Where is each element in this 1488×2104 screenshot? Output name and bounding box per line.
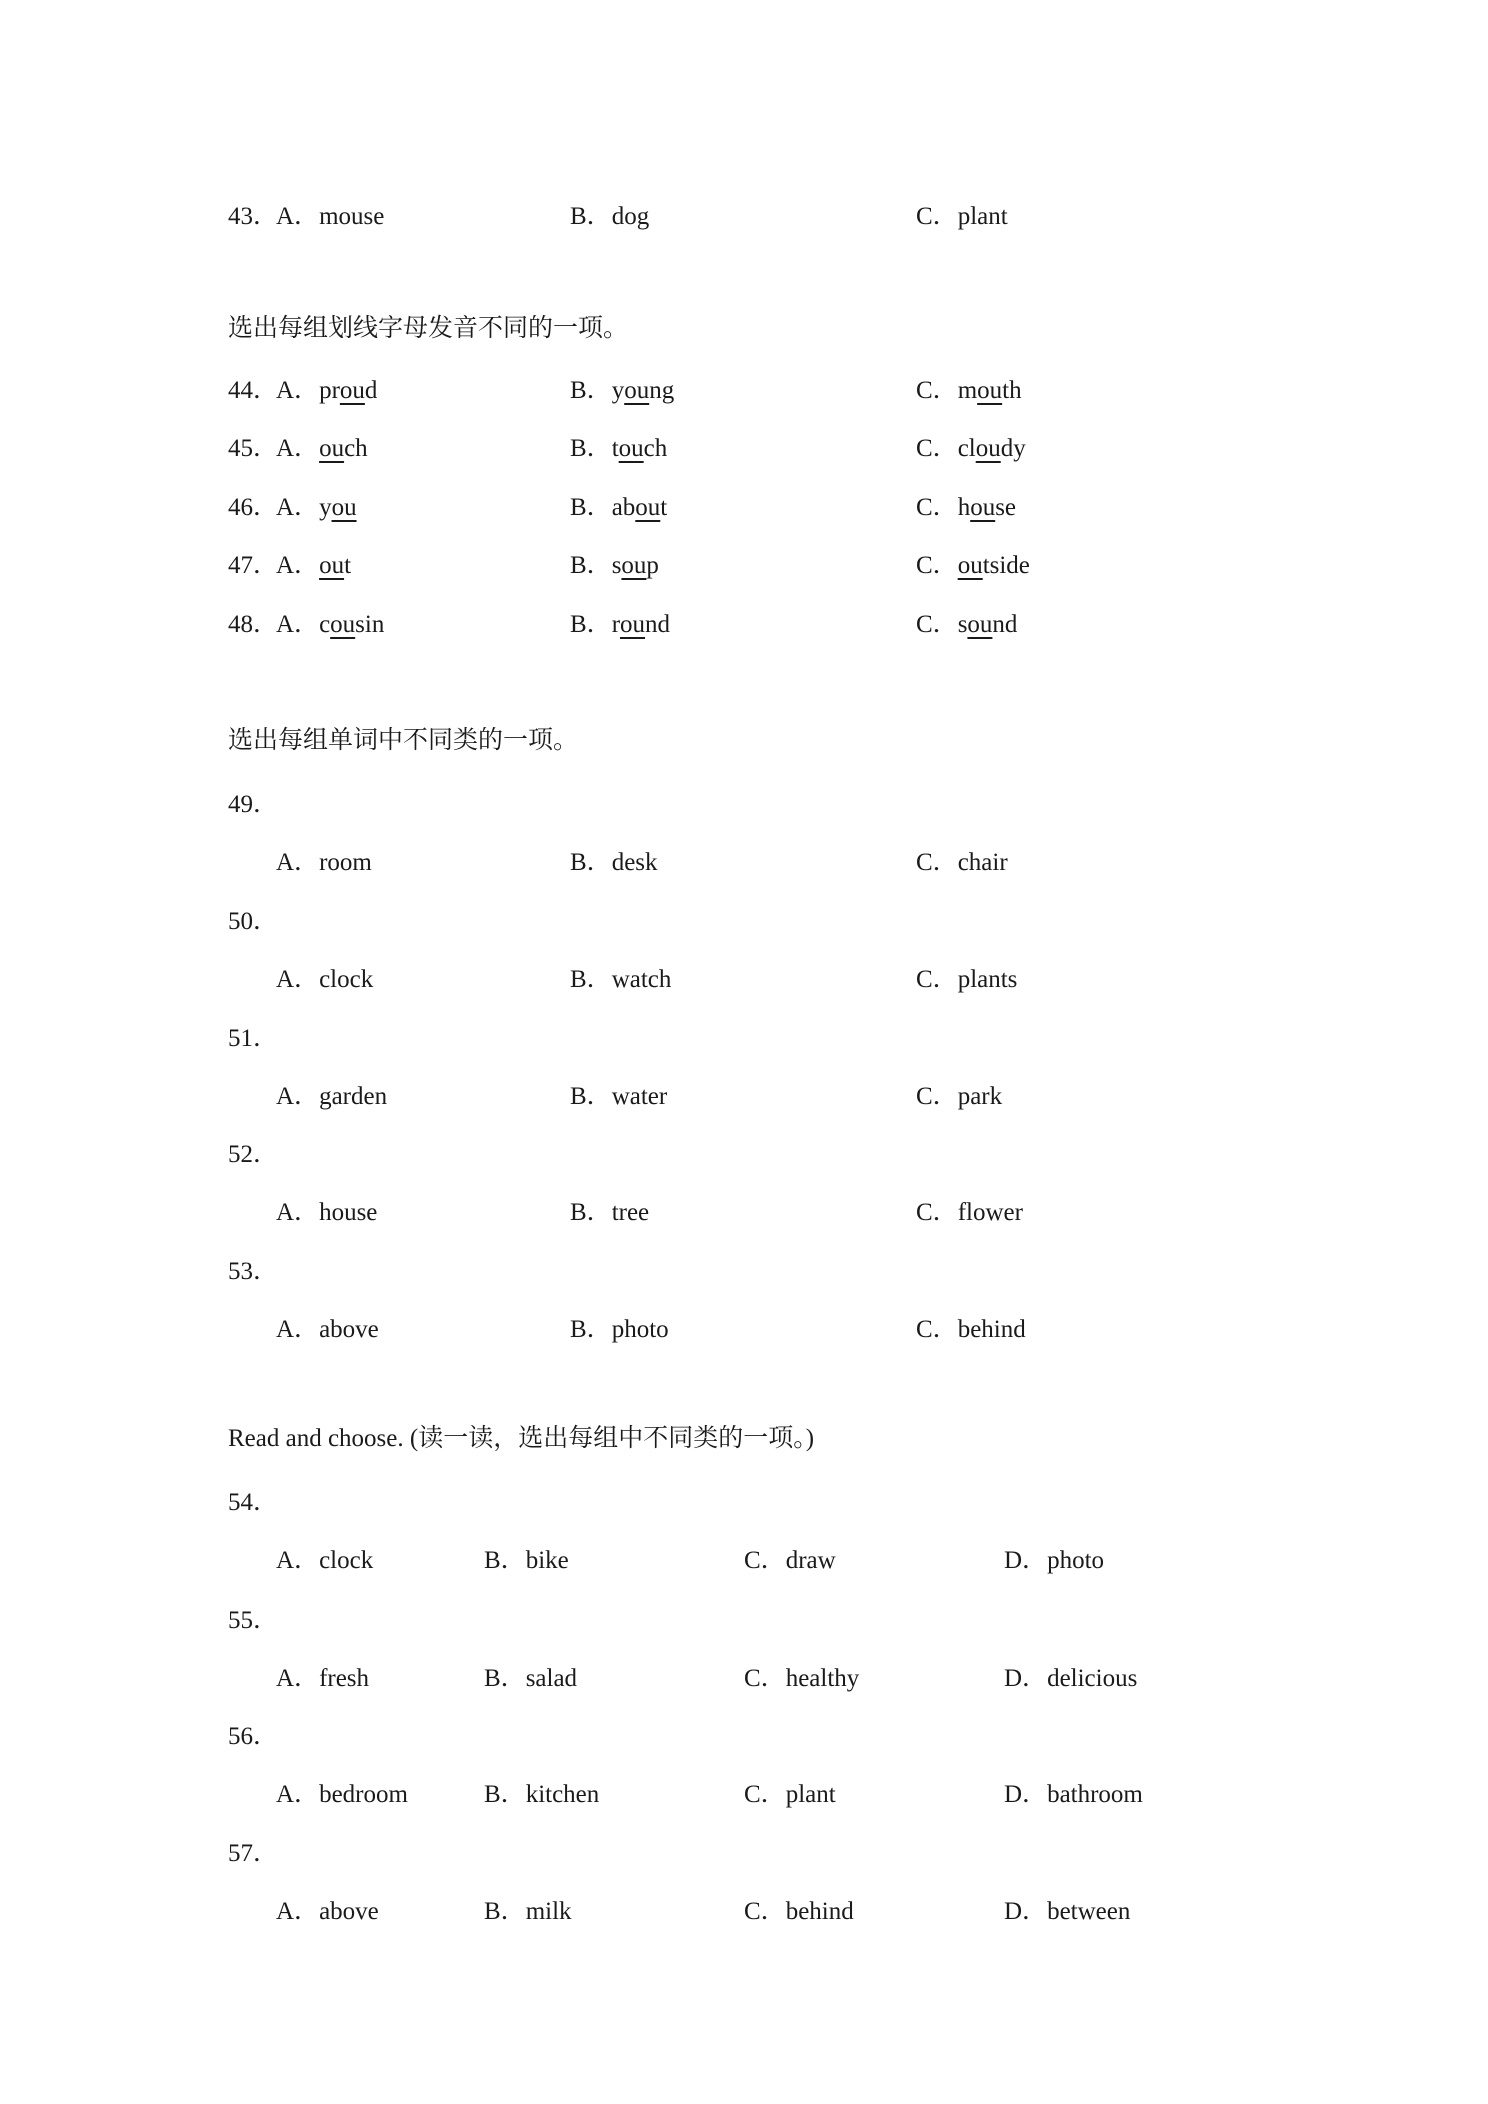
question-row xyxy=(0,1482,1488,1522)
question-number: 49． xyxy=(228,791,279,818)
option-word-rest: nd xyxy=(992,611,1018,638)
option-word: bike xyxy=(525,1547,569,1574)
option-word-rest: d xyxy=(364,377,378,404)
option-letter: C． xyxy=(916,494,958,521)
option-word: milk xyxy=(525,1898,572,1925)
answer-option xyxy=(276,1891,379,1927)
option-word-rest: dy xyxy=(1000,435,1026,462)
underlined-letters: ou xyxy=(975,435,1001,462)
option-word-rest: tside xyxy=(982,552,1030,579)
option-letter: B． xyxy=(570,966,612,993)
answer-option xyxy=(916,487,1016,523)
answer-option xyxy=(276,1076,387,1112)
question-row xyxy=(0,1600,1488,1640)
option-word: m xyxy=(957,377,978,404)
option-word-rest: ng xyxy=(649,377,675,404)
option-word: room xyxy=(319,849,372,876)
answer-option xyxy=(1004,1891,1130,1927)
question-number: 50． xyxy=(228,908,279,935)
answer-option xyxy=(1004,1658,1137,1694)
option-word: above xyxy=(319,1898,379,1925)
option-letter: C． xyxy=(916,611,958,638)
answer-option xyxy=(276,604,384,640)
question-number: 43． xyxy=(228,203,279,230)
underlined-letters: ou xyxy=(620,611,646,638)
option-word-rest: p xyxy=(646,552,659,579)
answer-option xyxy=(570,428,667,464)
option-letter: B． xyxy=(570,494,612,521)
answer-option xyxy=(276,1309,379,1345)
option-word: h xyxy=(957,494,971,521)
option-letter: C． xyxy=(916,849,958,876)
option-word: clock xyxy=(319,1547,374,1574)
option-word: salad xyxy=(525,1665,578,1692)
option-letter: B． xyxy=(570,552,612,579)
underlined-letters: ou xyxy=(330,611,356,638)
answer-option xyxy=(484,1540,569,1576)
option-letter: A． xyxy=(276,1083,320,1110)
option-word: c xyxy=(319,611,331,638)
answer-option xyxy=(276,1192,377,1228)
answer-option xyxy=(916,1076,1002,1112)
option-letter: B． xyxy=(570,849,612,876)
answer-option xyxy=(570,604,670,640)
option-letter: C． xyxy=(916,966,958,993)
question-row xyxy=(0,1134,1488,1174)
section-instruction xyxy=(0,308,1488,348)
option-word: photo xyxy=(1047,1547,1105,1574)
option-word-rest: t xyxy=(660,494,668,521)
option-word-rest: se xyxy=(995,494,1017,521)
answer-option xyxy=(276,842,372,878)
option-letter: A． xyxy=(276,1781,320,1808)
question-number: 52． xyxy=(228,1141,279,1168)
option-word: fresh xyxy=(319,1665,370,1692)
question-row xyxy=(0,428,1488,468)
option-word: draw xyxy=(785,1547,836,1574)
question-number: 44． xyxy=(228,377,279,404)
underlined-letters: ou xyxy=(618,435,644,462)
option-word: r xyxy=(611,611,621,638)
answer-option xyxy=(276,1774,408,1810)
question-number: 48． xyxy=(228,611,279,638)
underlined-letters: ou xyxy=(977,377,1003,404)
option-word: pr xyxy=(319,377,340,404)
option-word: behind xyxy=(785,1898,854,1925)
option-word: mouse xyxy=(319,203,385,230)
option-letter: B． xyxy=(570,1083,612,1110)
option-word: above xyxy=(319,1316,379,1343)
option-letter: A． xyxy=(276,849,320,876)
option-word-rest: ch xyxy=(344,435,368,462)
answer-option xyxy=(276,959,373,995)
answer-option xyxy=(484,1774,599,1810)
underlined-letters: ou xyxy=(970,494,996,521)
option-letter: A． xyxy=(276,611,320,638)
option-word-rest: t xyxy=(344,552,352,579)
option-letter: A． xyxy=(276,1316,320,1343)
question-number: 57． xyxy=(228,1840,279,1867)
option-letter: D． xyxy=(1004,1781,1048,1808)
answer-option xyxy=(916,1192,1023,1228)
answer-option xyxy=(276,1658,369,1694)
options-row xyxy=(0,1891,1488,1931)
option-word-rest: sin xyxy=(355,611,385,638)
option-letter: B． xyxy=(570,611,612,638)
option-word: ab xyxy=(611,494,636,521)
question-row xyxy=(0,1716,1488,1756)
option-letter: A． xyxy=(276,494,320,521)
option-letter: C． xyxy=(744,1898,786,1925)
option-word: y xyxy=(611,377,625,404)
option-word: park xyxy=(957,1083,1003,1110)
question-number: 51． xyxy=(228,1025,279,1052)
option-word: plant xyxy=(785,1781,836,1808)
option-letter: C． xyxy=(916,1199,958,1226)
option-word: y xyxy=(319,494,332,521)
answer-option xyxy=(570,959,671,995)
question-row xyxy=(0,784,1488,824)
answer-option xyxy=(276,487,357,523)
answer-option xyxy=(916,428,1026,464)
option-word: kitchen xyxy=(525,1781,600,1808)
option-letter: D． xyxy=(1004,1547,1048,1574)
options-row xyxy=(0,1774,1488,1814)
answer-option xyxy=(570,487,667,523)
option-letter: C． xyxy=(916,377,958,404)
option-word: watch xyxy=(611,966,672,993)
options-row xyxy=(0,1540,1488,1580)
answer-option xyxy=(916,370,1022,406)
option-word: plants xyxy=(957,966,1018,993)
answer-option xyxy=(1004,1540,1104,1576)
option-word: cl xyxy=(957,435,976,462)
underlined-letters: ou xyxy=(957,552,983,579)
option-word: bedroom xyxy=(319,1781,408,1808)
question-number: 55． xyxy=(228,1607,279,1634)
option-letter: B． xyxy=(570,377,612,404)
answer-option xyxy=(570,196,649,232)
answer-option xyxy=(570,370,674,406)
section-heading: Read and choose. (读一读，选出每组中不同类的一项。) xyxy=(228,1425,815,1452)
option-letter: D． xyxy=(1004,1665,1048,1692)
option-letter: C． xyxy=(744,1781,786,1808)
question-number: 54． xyxy=(228,1489,279,1516)
option-letter: C． xyxy=(916,1083,958,1110)
answer-option xyxy=(916,842,1008,878)
answer-option xyxy=(916,959,1017,995)
question-row xyxy=(0,196,1488,236)
option-letter: B． xyxy=(570,1316,612,1343)
option-letter: C． xyxy=(916,1316,958,1343)
question-number: 56． xyxy=(228,1723,279,1750)
answer-option xyxy=(484,1658,577,1694)
options-row xyxy=(0,959,1488,999)
answer-option xyxy=(570,842,658,878)
answer-option xyxy=(570,1192,649,1228)
question-number: 45． xyxy=(228,435,279,462)
option-word: clock xyxy=(319,966,374,993)
question-row xyxy=(0,604,1488,644)
section-instruction xyxy=(0,720,1488,760)
option-letter: A． xyxy=(276,552,320,579)
option-word: chair xyxy=(957,849,1008,876)
question-row xyxy=(0,370,1488,410)
question-number: 46． xyxy=(228,494,279,521)
answer-option xyxy=(916,1309,1026,1345)
question-row xyxy=(0,545,1488,585)
underlined-letters: ou xyxy=(319,552,345,579)
answer-option xyxy=(916,196,1008,232)
option-word: flower xyxy=(957,1199,1023,1226)
option-word: healthy xyxy=(785,1665,860,1692)
underlined-letters: ou xyxy=(635,494,661,521)
option-word: delicious xyxy=(1047,1665,1138,1692)
question-row xyxy=(0,1018,1488,1058)
options-row xyxy=(0,842,1488,882)
option-word: water xyxy=(611,1083,668,1110)
option-letter: A． xyxy=(276,1898,320,1925)
option-word: between xyxy=(1047,1898,1131,1925)
question-number: 47． xyxy=(228,552,279,579)
option-word: dog xyxy=(611,203,650,230)
option-letter: B． xyxy=(484,1898,526,1925)
answer-option xyxy=(570,1309,669,1345)
option-word: bathroom xyxy=(1047,1781,1143,1808)
question-row xyxy=(0,487,1488,527)
underlined-letters: ou xyxy=(331,494,357,521)
option-word: desk xyxy=(611,849,658,876)
underlined-letters: ou xyxy=(621,552,647,579)
answer-option xyxy=(916,604,1017,640)
answer-option xyxy=(276,1540,373,1576)
option-letter: C． xyxy=(744,1547,786,1574)
option-word-rest: th xyxy=(1002,377,1022,404)
option-letter: C． xyxy=(916,203,958,230)
answer-option xyxy=(276,545,351,581)
option-letter: C． xyxy=(916,435,958,462)
option-letter: A． xyxy=(276,966,320,993)
option-letter: B． xyxy=(570,1199,612,1226)
answer-option xyxy=(276,370,377,406)
option-letter: B． xyxy=(484,1665,526,1692)
option-letter: B． xyxy=(484,1547,526,1574)
option-word-rest: nd xyxy=(645,611,671,638)
option-word-rest: ch xyxy=(643,435,668,462)
question-row xyxy=(0,1833,1488,1873)
answer-option xyxy=(744,1658,859,1694)
option-word: behind xyxy=(957,1316,1026,1343)
options-row xyxy=(0,1076,1488,1116)
answer-option xyxy=(744,1774,836,1810)
answer-option xyxy=(570,545,659,581)
section-heading: 选出每组单词中不同类的一项。 xyxy=(228,727,579,754)
answer-option xyxy=(916,545,1030,581)
underlined-letters: ou xyxy=(339,377,365,404)
option-word: t xyxy=(611,435,619,462)
option-word: s xyxy=(957,611,968,638)
answer-option xyxy=(570,1076,667,1112)
option-letter: A． xyxy=(276,1547,320,1574)
underlined-letters: ou xyxy=(624,377,650,404)
option-letter: B． xyxy=(570,203,612,230)
option-letter: A． xyxy=(276,1665,320,1692)
option-word: plant xyxy=(957,203,1008,230)
option-letter: C． xyxy=(744,1665,786,1692)
answer-option xyxy=(744,1891,854,1927)
question-row xyxy=(0,1251,1488,1291)
option-letter: B． xyxy=(570,435,612,462)
options-row xyxy=(0,1658,1488,1698)
underlined-letters: ou xyxy=(967,611,993,638)
question-number: 53． xyxy=(228,1258,279,1285)
answer-option xyxy=(744,1540,836,1576)
section-instruction xyxy=(0,1418,1488,1458)
option-letter: D． xyxy=(1004,1898,1048,1925)
options-row xyxy=(0,1309,1488,1349)
option-letter: B． xyxy=(484,1781,526,1808)
answer-option xyxy=(276,428,368,464)
option-letter: A． xyxy=(276,377,320,404)
answer-option xyxy=(1004,1774,1143,1810)
section-heading: 选出每组划线字母发音不同的一项。 xyxy=(228,315,629,342)
options-row xyxy=(0,1192,1488,1232)
question-row xyxy=(0,901,1488,941)
option-letter: A． xyxy=(276,435,320,462)
option-letter: C． xyxy=(916,552,958,579)
option-word: s xyxy=(611,552,622,579)
option-word: photo xyxy=(611,1316,669,1343)
answer-option xyxy=(276,196,384,232)
option-word: tree xyxy=(611,1199,650,1226)
option-letter: A． xyxy=(276,1199,320,1226)
underlined-letters: ou xyxy=(319,435,345,462)
answer-option xyxy=(484,1891,572,1927)
option-letter: A． xyxy=(276,203,320,230)
option-word: house xyxy=(319,1199,378,1226)
option-word: garden xyxy=(319,1083,388,1110)
